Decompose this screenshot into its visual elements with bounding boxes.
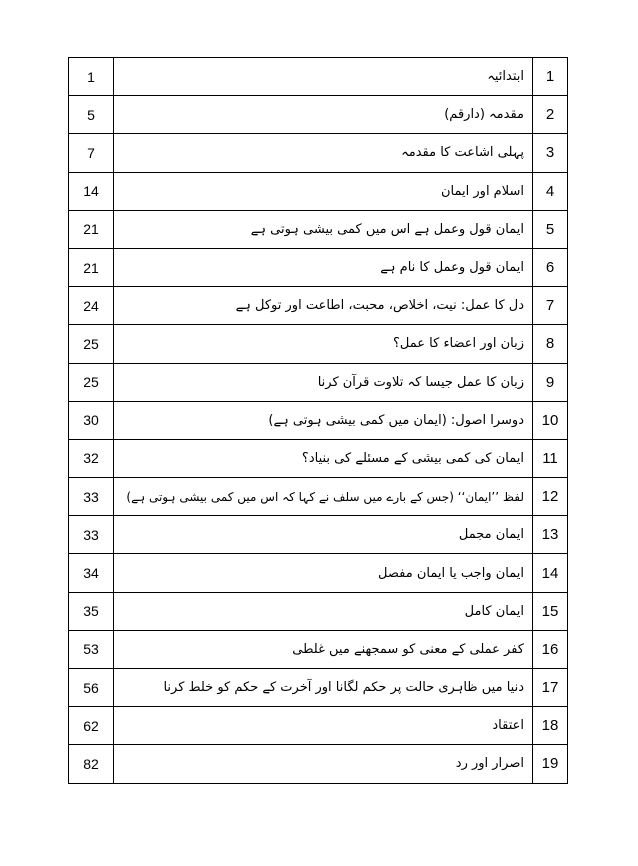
toc-entry-number: 11	[533, 439, 568, 477]
toc-page-number: 7	[69, 134, 114, 172]
toc-page-number: 5	[69, 96, 114, 134]
toc-page-number: 21	[69, 248, 114, 286]
toc-row	[69, 58, 568, 96]
toc-entry-title: اسلام اور ایمان	[114, 172, 533, 210]
toc-entry-number: 7	[533, 287, 568, 325]
toc-row	[69, 248, 568, 286]
toc-entry-number: 14	[533, 554, 568, 592]
toc-entry-number: 4	[533, 172, 568, 210]
toc-entry-title: ایمان قول وعمل کا نام ہے	[114, 248, 533, 286]
toc-entry-number: 1	[533, 58, 568, 96]
toc-body	[69, 58, 568, 784]
toc-page-number: 62	[69, 707, 114, 745]
toc-row	[69, 707, 568, 745]
toc-row	[69, 439, 568, 477]
toc-row	[69, 554, 568, 592]
toc-entry-number: 18	[533, 707, 568, 745]
toc-page-number: 14	[69, 172, 114, 210]
toc-entry-title: ایمان قول وعمل ہے اس میں کمی بیشی ہوتی ہے	[114, 210, 533, 248]
toc-row	[69, 401, 568, 439]
toc-entry-title: دنیا میں ظاہری حالت پر حکم لگانا اور آخرت کے حکم کو خلط کرنا	[114, 669, 533, 707]
toc-entry-title: زبان کا عمل جیسا کہ تلاوت قرآن کرنا	[114, 363, 533, 401]
toc-page-number: 33	[69, 478, 114, 516]
toc-row	[69, 745, 568, 783]
toc-entry-title: اعتقاد	[114, 707, 533, 745]
toc-page-number: 34	[69, 554, 114, 592]
toc-entry-number: 17	[533, 669, 568, 707]
toc-entry-title: کفر عملی کے معنی کو سمجھنے میں غلطی	[114, 630, 533, 668]
toc-page-number: 21	[69, 210, 114, 248]
toc-entry-title: ایمان مجمل	[114, 516, 533, 554]
toc-entry-number: 16	[533, 630, 568, 668]
toc-entry-number: 19	[533, 745, 568, 783]
toc-page-number: 56	[69, 669, 114, 707]
toc-page-number: 33	[69, 516, 114, 554]
toc-row	[69, 134, 568, 172]
toc-row	[69, 96, 568, 134]
toc-entry-number: 2	[533, 96, 568, 134]
toc-page-number: 35	[69, 592, 114, 630]
toc-entry-title: لفظ ’’ایمان‘‘ (جس کے بارے میں سلف نے کہا کہ اس میں کمی بیشی ہوتی ہے)	[114, 478, 533, 516]
toc-entry-number: 6	[533, 248, 568, 286]
toc-page-number: 25	[69, 363, 114, 401]
toc-row	[69, 516, 568, 554]
toc-entry-number: 3	[533, 134, 568, 172]
toc-entry-title: اصرار اور رد	[114, 745, 533, 783]
toc-row	[69, 669, 568, 707]
toc-entry-title: ایمان واجب یا ایمان مفصل	[114, 554, 533, 592]
toc-row	[69, 478, 568, 516]
toc-entry-title: دوسرا اصول: (ایمان میں کمی بیشی ہوتی ہے)	[114, 401, 533, 439]
toc-page-number: 25	[69, 325, 114, 363]
toc-entry-number: 5	[533, 210, 568, 248]
toc-row	[69, 210, 568, 248]
toc-entry-title: ابتدائیہ	[114, 58, 533, 96]
toc-entry-title: دل کا عمل: نیت، اخلاص، محبت، اطاعت اور توکل ہے	[114, 287, 533, 325]
toc-row	[69, 325, 568, 363]
toc-page-number: 32	[69, 439, 114, 477]
toc-page-number: 82	[69, 745, 114, 783]
toc-page-number: 30	[69, 401, 114, 439]
toc-entry-number: 12	[533, 478, 568, 516]
toc-entry-title: پہلی اشاعت کا مقدمہ	[114, 134, 533, 172]
toc-entry-number: 15	[533, 592, 568, 630]
toc-entry-number: 9	[533, 363, 568, 401]
toc-row	[69, 363, 568, 401]
table-of-contents	[68, 57, 568, 784]
toc-row	[69, 287, 568, 325]
toc-entry-number: 10	[533, 401, 568, 439]
toc-row	[69, 592, 568, 630]
toc-entry-title: ایمان کامل	[114, 592, 533, 630]
toc-entry-title: مقدمہ (دارقم)	[114, 96, 533, 134]
toc-entry-title: ایمان کی کمی بیشی کے مسئلے کی بنیاد؟	[114, 439, 533, 477]
toc-page-number: 24	[69, 287, 114, 325]
toc-entry-number: 13	[533, 516, 568, 554]
toc-page-number: 1	[69, 58, 114, 96]
toc-entry-title: زبان اور اعضاء کا عمل؟	[114, 325, 533, 363]
toc-row	[69, 172, 568, 210]
toc-row	[69, 630, 568, 668]
toc-page-number: 53	[69, 630, 114, 668]
toc-entry-number: 8	[533, 325, 568, 363]
